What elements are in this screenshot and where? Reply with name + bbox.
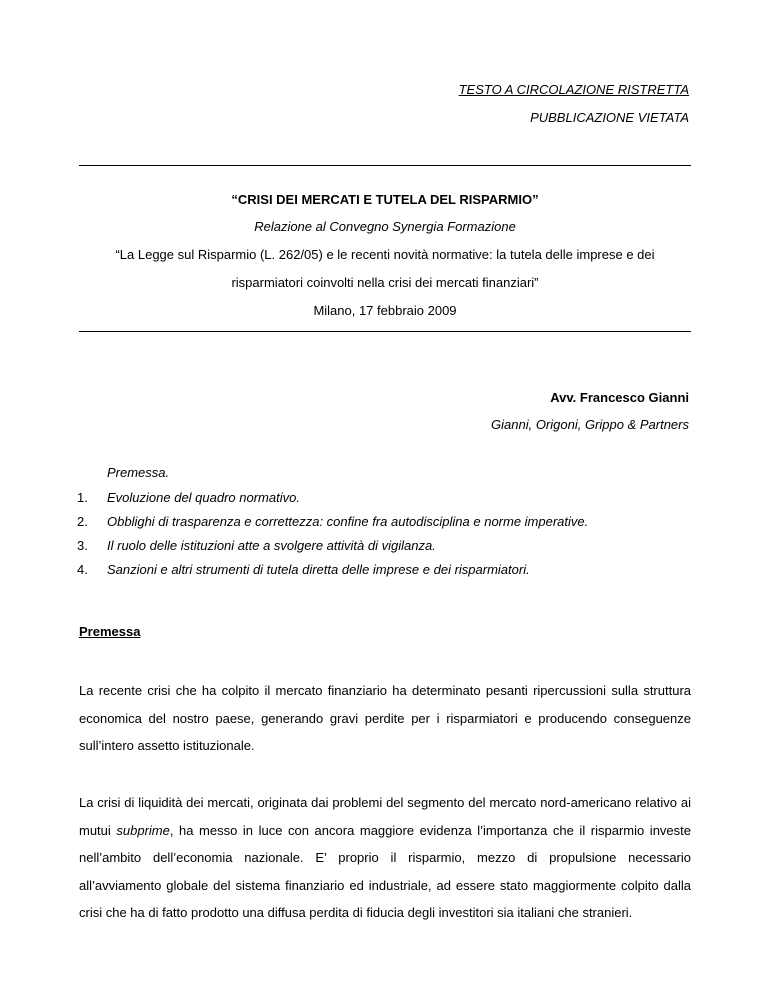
toc-item-number: 2.	[77, 514, 88, 529]
place-and-date: Milano, 17 febbraio 2009	[313, 303, 457, 318]
author-firm: Gianni, Origoni, Grippo & Partners	[491, 417, 689, 432]
paragraph-2-part-1: La crisi di liquidità dei mercati, originata dai problemi del segmento del mercato nord-americano relativo ai mutui	[79, 795, 691, 838]
author-name: Avv. Francesco Gianni	[550, 390, 689, 405]
toc-item	[77, 489, 300, 507]
toc-item	[77, 561, 530, 579]
toc-intro-label: Premessa.	[107, 465, 170, 480]
toc-item-label: Obblighi di trasparenza e correttezza: confine fra autodisciplina e norme imperative.	[107, 514, 589, 529]
event-title-line-2: risparmiatori coinvolti nella crisi dei mercati finanziari”	[231, 275, 539, 290]
document-subtitle: Relazione al Convegno Synergia Formazione	[254, 219, 516, 234]
toc-item-number: 4.	[77, 562, 88, 577]
top-rule	[79, 165, 691, 166]
toc-item-label: Sanzioni e altri strumenti di tutela diretta delle imprese e dei risparmiatori.	[107, 562, 530, 577]
toc-item-label: Il ruolo delle istituzioni atte a svolgere attività di vigilanza.	[107, 538, 436, 553]
toc-item	[77, 513, 588, 531]
toc-item	[77, 537, 436, 555]
subprime-term: subprime	[116, 822, 170, 838]
section-heading: Premessa	[79, 624, 141, 639]
toc-item-number: 3.	[77, 538, 88, 553]
document-title: “CRISI DEI MERCATI E TUTELA DEL RISPARMIO”	[231, 192, 539, 207]
paragraph-2-part-2: , ha messo in luce con ancora maggiore evidenza l’importanza che il risparmio investe nell’ambito dell’economia nazionale. E’ proprio il risparmio, mezzo di propulsione necessario all’avviamento globale del sistema finanziario ed industriale, ad essere stato maggiormente colpito dalla crisi che ha di fatto prodotto una diffusa perdita di fiducia degli investitori sia italiani che stranieri.	[79, 822, 691, 920]
toc-item-label: Evoluzione del quadro normativo.	[107, 490, 300, 505]
event-title-line-1: “La Legge sul Risparmio (L. 262/05) e le recenti novità normative: la tutela delle imprese e dei	[115, 247, 655, 262]
paragraph-2	[79, 789, 691, 927]
publication-forbidden-notice: PUBBLICAZIONE VIETATA	[530, 110, 689, 125]
toc-item-number: 1.	[77, 490, 88, 505]
bottom-rule	[79, 331, 691, 332]
restricted-circulation-notice: TESTO A CIRCOLAZIONE RISTRETTA	[458, 82, 689, 97]
toc-intro	[77, 464, 169, 482]
paragraph-1: La recente crisi che ha colpito il mercato finanziario ha determinato pesanti ripercussioni sulla struttura economica del nostro paese, generando gravi perdite per i risparmiatori e producendo conseguenze sull’intero assetto istituzionale.	[79, 683, 691, 753]
